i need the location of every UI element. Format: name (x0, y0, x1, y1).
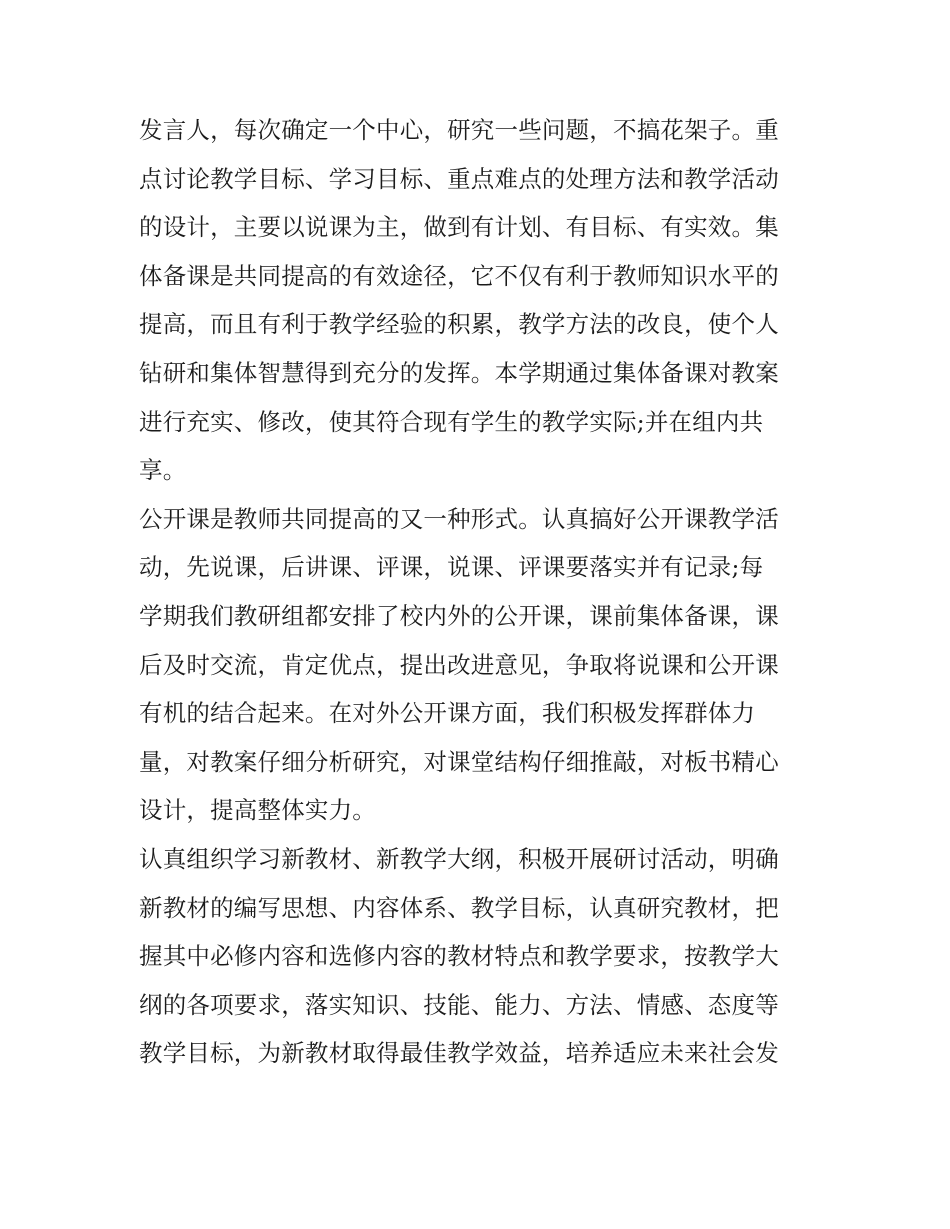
paragraph-new-curriculum (139, 835, 829, 1078)
text-line: 设计，提高整体实力。 (139, 796, 376, 825)
text-line: 点讨论教学目标、学习目标、重点难点的处理方法和教学活动 (139, 164, 779, 193)
text-line: 享。 (139, 456, 187, 485)
text-line: 体备课是共同提高的有效途径，它不仅有利于教师知识水平的 (139, 261, 779, 290)
paragraph-open-class (139, 495, 829, 835)
paragraph-lesson-preparation (139, 106, 829, 495)
text-line: 提高，而且有利于教学经验的积累，教学方法的改良，使个人 (139, 310, 779, 339)
text-line: 握其中必修内容和选修内容的教材特点和教学要求，按教学大 (139, 942, 779, 971)
text-line: 后及时交流，肯定优点，提出改进意见，争取将说课和公开课 (139, 650, 779, 679)
text-line: 教学目标，为新教材取得最佳教学效益，培养适应未来社会发 (139, 1039, 779, 1068)
text-line: 钻研和集体智慧得到充分的发挥。本学期通过集体备课对教案 (139, 358, 779, 387)
text-line: 公开课是教师共同提高的又一种形式。认真搞好公开课教学活 (139, 504, 779, 533)
text-line: 的设计，主要以说课为主，做到有计划、有目标、有实效。集 (139, 213, 779, 242)
text-line: 动，先说课，后讲课、评课，说课、评课要落实并有记录;每 (139, 553, 764, 582)
text-line: 纲的各项要求，落实知识、技能、能力、方法、情感、态度等 (139, 990, 779, 1019)
text-line: 发言人，每次确定一个中心，研究一些问题，不搞花架子。重 (139, 116, 779, 144)
text-line: 有机的结合起来。在对外公开课方面，我们积极发挥群体力 (139, 699, 756, 728)
text-line: 量，对教案仔细分析研究，对课堂结构仔细推敲，对板书精心 (139, 747, 779, 776)
document-body (139, 106, 829, 1078)
text-line: 新教材的编写思想、内容体系、教学目标，认真研究教材，把 (139, 893, 779, 922)
text-line: 学期我们教研组都安排了校内外的公开课，课前集体备课，课 (139, 601, 779, 630)
text-line: 认真组织学习新教材、新教学大纲，积极开展研讨活动，明确 (139, 844, 779, 873)
text-line: 进行充实、修改，使其符合现有学生的教学实际;并在组内共 (139, 407, 764, 436)
